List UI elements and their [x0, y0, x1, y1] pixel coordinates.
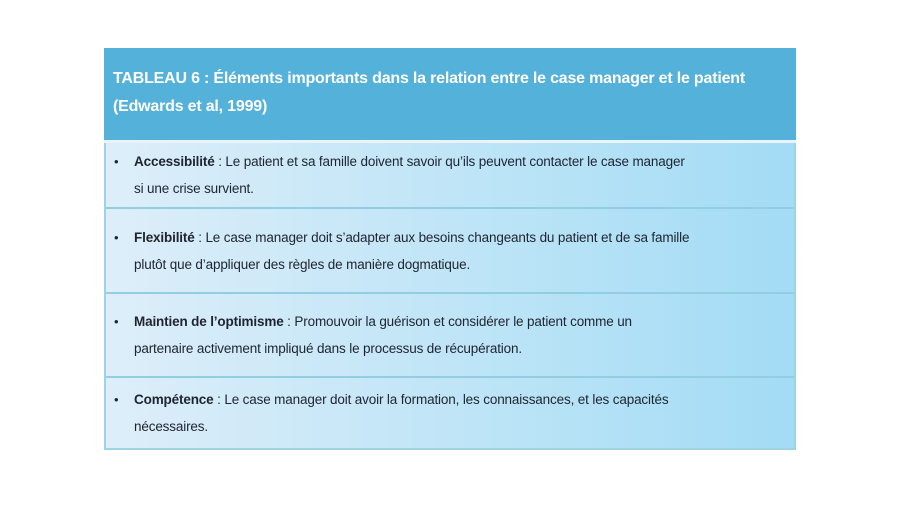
- bullet-icon: •: [114, 154, 119, 169]
- row-desc-line1: Le case manager doit avoir la formation, les connaissances, et les capacités: [224, 392, 669, 407]
- row-content: [114, 386, 668, 440]
- row-desc-line2: si une crise survient.: [134, 181, 254, 196]
- row-term: Maintien de l’optimisme: [134, 314, 284, 329]
- row-colon: :: [213, 392, 225, 407]
- row-desc-line2: partenaire activement impliqué dans le processus de récupération.: [134, 341, 522, 356]
- bullet-icon: •: [114, 314, 119, 329]
- row-term: Flexibilité: [134, 229, 195, 245]
- row-desc-line2: plutôt que d’appliquer des règles de manière dogmatique.: [134, 256, 471, 272]
- row-content: [114, 148, 685, 202]
- row-desc-line1: Le patient et sa famille doivent savoir qu’ils peuvent contacter le case manager: [225, 154, 685, 169]
- table-row-flexibilite: [106, 207, 794, 292]
- row-text: [134, 148, 685, 202]
- table-header: [104, 48, 796, 140]
- row-term: Accessibilité: [134, 154, 215, 169]
- row-desc-line2: nécessaires.: [134, 419, 208, 434]
- row-text: [134, 308, 632, 362]
- row-content: [114, 224, 689, 278]
- row-colon: :: [214, 154, 226, 169]
- table-row-accessibilite: [106, 143, 794, 207]
- table-row-maintien-optimisme: [106, 292, 794, 376]
- table-row-competence: [106, 376, 794, 448]
- bullet-icon: •: [114, 392, 119, 407]
- table-title-line1: TABLEAU 6 : Éléments importants dans la relation entre le case manager et le patient: [113, 70, 745, 87]
- row-text: [134, 386, 668, 440]
- row-colon: :: [283, 314, 295, 329]
- table-title-line2: (Edwards et al, 1999): [113, 98, 268, 115]
- row-colon: :: [194, 229, 206, 245]
- bullet-icon: •: [114, 229, 119, 245]
- table-body: [104, 143, 796, 450]
- tableau6-table: [104, 48, 796, 450]
- row-desc-line1: Le case manager doit s’adapter aux besoins changeants du patient et de sa famille: [205, 229, 690, 245]
- row-term: Compétence: [134, 392, 214, 407]
- row-desc-line1: Promouvoir la guérison et considérer le patient comme un: [294, 314, 632, 329]
- row-text: [134, 224, 689, 278]
- row-content: [114, 308, 632, 362]
